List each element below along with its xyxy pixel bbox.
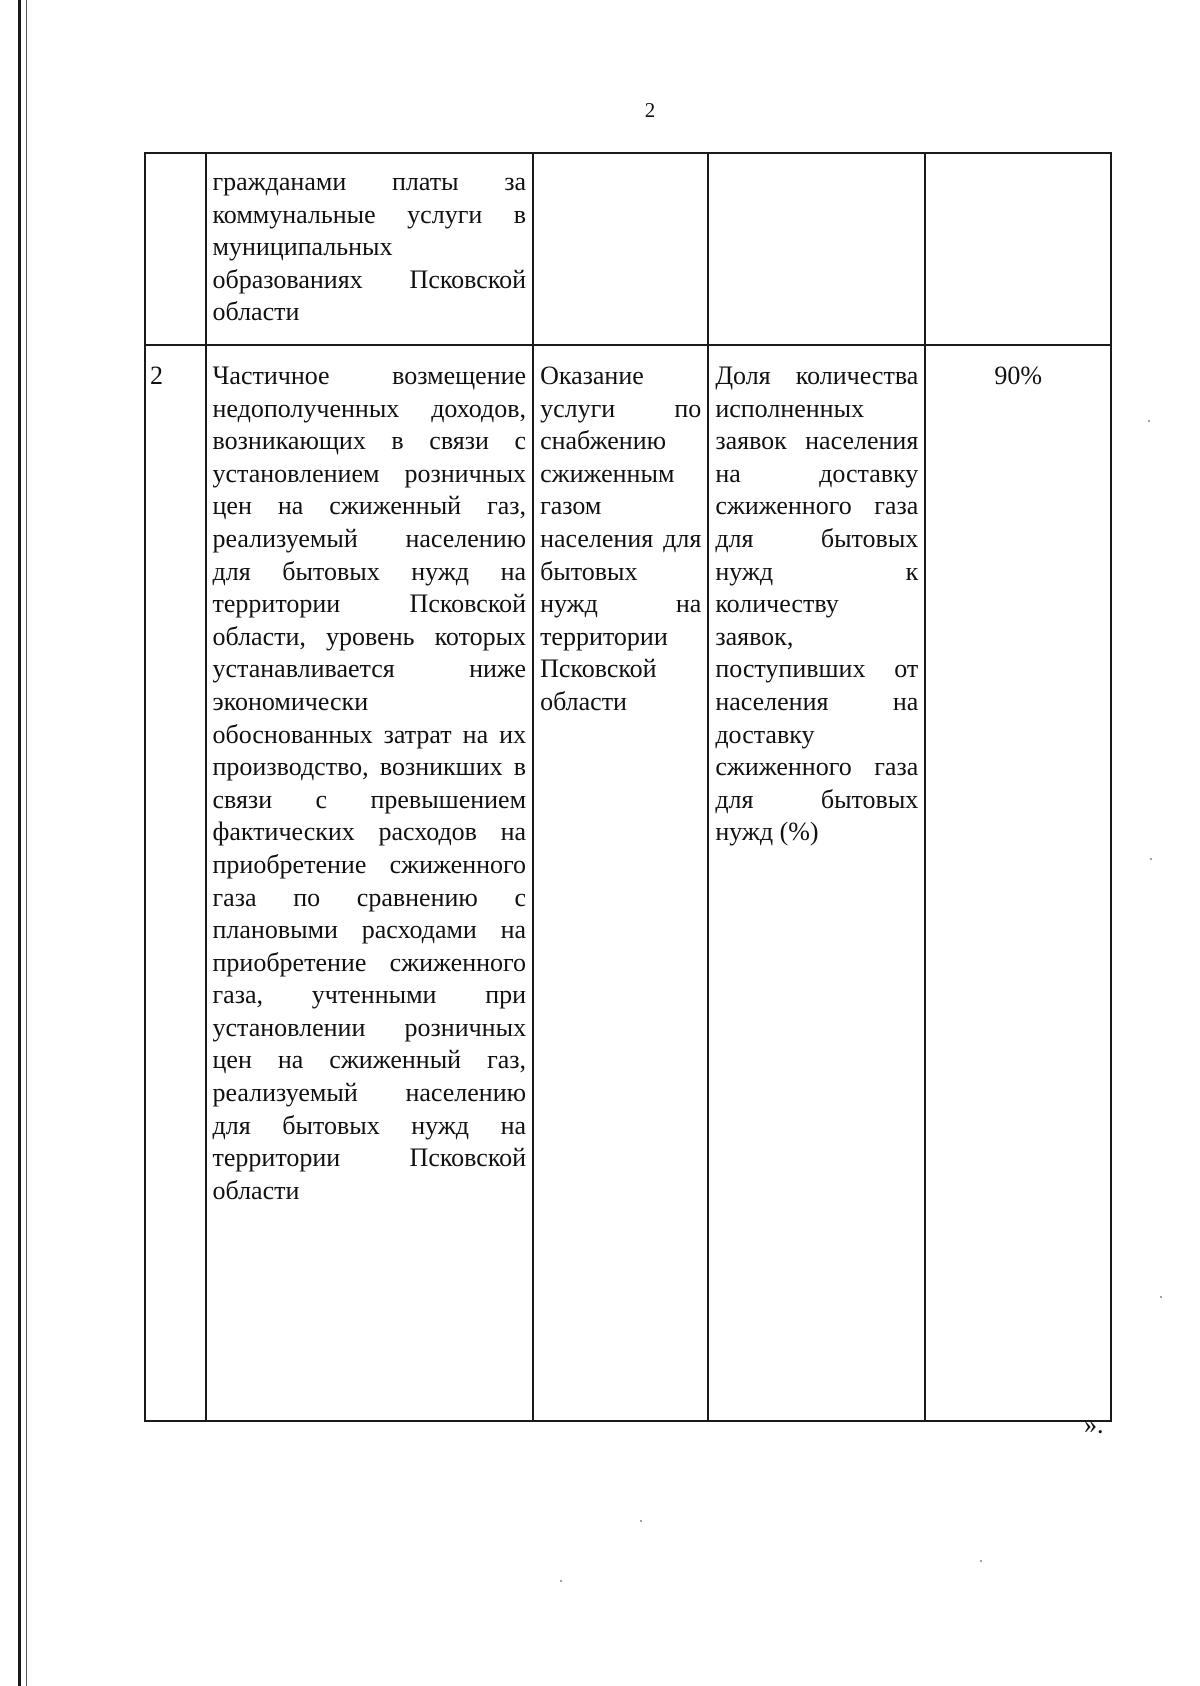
event-cell: Частичное возмещение недополученных доходов, возникающих в связи с установлением розничных цен на сжиженный газ, реализуемый населению для бытовых нужд на территории Псковской области, уровень которых устанавливается ниже экономически обоснованных затрат на их производство, возникших в связи с превышением фактических расходов на приобретение сжиженного газа по сравнению с плановыми расходами на приобретение сжиженного газа, учтенными при установлении розничных цен на сжиженный газ, реализуемый населению для бытовых нужд на территории Псковской области [206, 345, 534, 1421]
value-cell: 90% [925, 345, 1111, 1421]
row-number-cell [145, 153, 206, 345]
indicator-cell [708, 153, 925, 345]
result-cell [533, 153, 708, 345]
scan-edge-line-secondary [26, 0, 27, 1686]
result-cell: Оказание услуги по снабжению сжиженным газом населения для бытовых нужд на территории Псковской области [533, 345, 708, 1421]
event-cell: гражданами платы за коммунальные услуги в муниципальных образованиях Псковской области [206, 153, 534, 345]
value-cell [925, 153, 1111, 345]
scan-speck [1150, 858, 1152, 860]
closing-quote: ». [1084, 1410, 1104, 1439]
scan-edge-line [18, 0, 21, 1686]
scan-speck [1160, 1296, 1162, 1298]
table-row [145, 345, 1111, 1421]
scan-speck [1148, 420, 1150, 422]
document-table [144, 152, 1112, 1422]
scan-speck [980, 1560, 982, 1562]
page-number: 2 [644, 98, 656, 122]
scan-speck [560, 1580, 562, 1582]
indicator-cell: Доля количества исполненных заявок населения на доставку сжиженного газа для бытовых нужд к количеству заявок, поступивших от населения на доставку сжиженного газа для бытовых нужд (%) [708, 345, 925, 1421]
table-row [145, 153, 1111, 345]
row-number-cell: 2 [145, 345, 206, 1421]
scan-speck [640, 1520, 642, 1522]
